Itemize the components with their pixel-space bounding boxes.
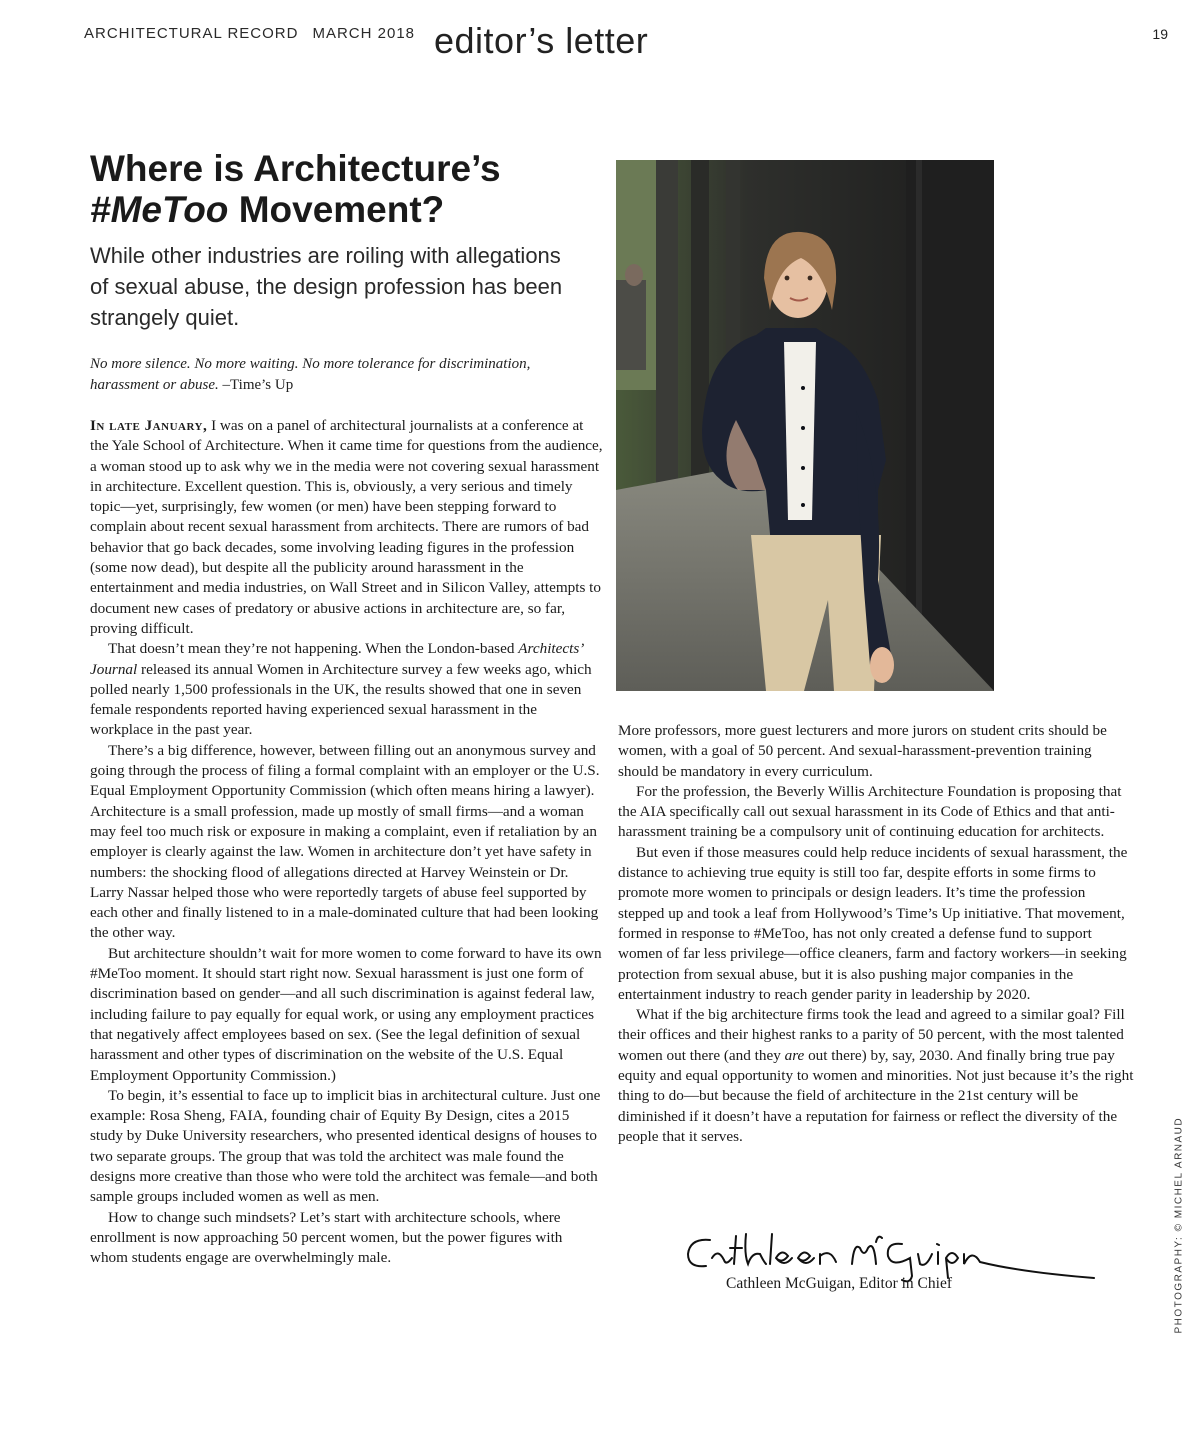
publication-header (84, 25, 415, 42)
body-paragraph: What if the big architecture firms took the lead and agreed to a similar goal? Fill their offices and their highest ranks to a parity of 50 percent, with the most talented women out there (and they are out there) by, say, 2030. And finally bring true pay equity and equal opportunity to women and minorities. Not just because it’s the right thing to do—but because the field of architecture in the 21st century will be diminished if it doesn’t have a reputation for fairness or reflect the diversity of the people that it serves. (618, 1006, 1134, 1145)
article-title (90, 148, 590, 230)
body-paragraph: For the profession, the Beverly Willis Architecture Foundation is proposing that the AIA specifically call out sexual harassment in its Code of Ethics and that anti-harassment training be a compulsory unit of continuing education for architects. (618, 782, 1122, 841)
epigraph-quote: No more silence. No more waiting. No more tolerance for discrimination, harassment or abuse. (90, 356, 531, 393)
publication-name: ARCHITECTURAL RECORD (84, 25, 299, 42)
epigraph-source: –Time’s Up (218, 377, 294, 393)
photo-credit-text: PHOTOGRAPHY: © MICHEL ARNAUD (1173, 1116, 1185, 1334)
body-paragraph: More professors, more guest lecturers and more jurors on student crits should be women, with a goal of 50 percent. And sexual-harassment-prevention training should be mandatory in every curriculum. (618, 722, 1107, 780)
body-paragraph: How to change such mindsets? Let’s start with architecture schools, where enrollment is now approaching 50 percent women, but the power figures with whom students engage are overwhelmingly male. (90, 1208, 563, 1267)
publication-reference: Architects’ Journal (90, 640, 583, 678)
page-number: 19 (1152, 26, 1168, 42)
lead-in: In late January, (90, 417, 208, 434)
issue-date: MARCH 2018 (312, 25, 416, 42)
body-paragraph: In late January, I was on a panel of architectural journalists at a conference at the Yale School of Architecture. When it came time for questions from the audience, a woman stood up to ask why we in the media were not covering sexual harassment in architecture. Excellent question. This is, obviously, a very serious and timely topic—yet, surprisingly, few women (or men) have been stepping forward to complain about recent sexual harassment from architects. There are rumors of bad behavior that go back decades, some involving leading figures in the profession (some now dead), but despite all the publicity around harassment in the entertainment and media industries, on Wall Street and in Silicon Valley, attempts to document new cases of predatory or abusive actions in architecture are, so far, proving difficult. (90, 417, 603, 637)
title-hashtag: #MeToo (90, 189, 229, 230)
body-column-right (618, 721, 1134, 1147)
portrait-image (616, 160, 994, 691)
body-paragraph: But architecture shouldn’t wait for more women to come forward to have its own #MeToo moment. It should start right now. Sexual harassment is just one form of discrimination based on gender—and all such discrimination is against federal law, including failure to pay equally for equal work, or using any employment practices that negatively affect employees based on sex. (See the legal definition of sexual harassment and other types of discrimination on the website of the U.S. Equal Employment Opportunity Commission.) (90, 944, 602, 1084)
section-title: editor’s letter (434, 20, 649, 61)
body-paragraph: There’s a big difference, however, between filling out an anonymous survey and going through the process of filing a formal complaint with an employer or the U.S. Equal Employment Opportunity Commission (which often means hiring a lawyer). Architecture is a small profession, made up mostly of small firms—and a woman may feel too much risk or exposure in making a complaint, even if retaliation by an employer is clearly against the law. Women in architecture don’t yet have safety in numbers: the shocking flood of allegations directed at Harvey Weinstein or Dr. Larry Nassar helped those who were reportedly targets of abuse feel supported by each other and finally listened to in a male-dominated culture that had been looking the other way. (90, 741, 600, 942)
body-paragraph: That doesn’t mean they’re not happening. When the London-based Architects’ Journal released its annual Women in Architecture survey a few weeks ago, which polled nearly 1,500 professionals in the UK, the results showed that one in seven female respondents reported having experienced sexual harassment in the workplace in the past year. (90, 640, 592, 739)
title-line-1: Where is Architecture’s (90, 148, 501, 189)
article-deck: While other industries are roiling with allegations of sexual abuse, the design profession has been strangely quiet. (90, 243, 563, 330)
body-column-left (90, 416, 604, 1268)
editor-portrait-photo (616, 160, 994, 691)
body-paragraph: To begin, it’s essential to face up to implicit bias in architectural culture. Just one example: Rosa Sheng, FAIA, founding chair of Equity By Design, cites a 2015 study by Duke University researchers, who presented identical designs of houses to two separate groups. The group that was told the architect was male found the designs more creative than those who were told the architect was female—and both sample groups included women as well as men. (90, 1086, 601, 1206)
signature-caption: Cathleen McGuigan, Editor in Chief (726, 1275, 952, 1292)
photo-credit (1173, 1116, 1185, 1340)
title-line-2: Movement? (228, 189, 445, 230)
emphasis: are (784, 1046, 805, 1064)
body-paragraph: But even if those measures could help reduce incidents of sexual harassment, the distance to achieving true equity is still too far, despite efforts in some firms to promote more women to principals or design leaders. It’s time the profession stepped up and took a leaf from Hollywood’s Time’s Up initiative. That movement, formed in response to #MeToo, has not only created a defense fund to support women of far less privilege—office cleaners, farm and factory workers—in seeking protection from sexual abuse, but it is also pushing major companies in the entertainment industry to reach gender parity in leadership by 2020. (618, 843, 1128, 1003)
epigraph (90, 354, 590, 396)
